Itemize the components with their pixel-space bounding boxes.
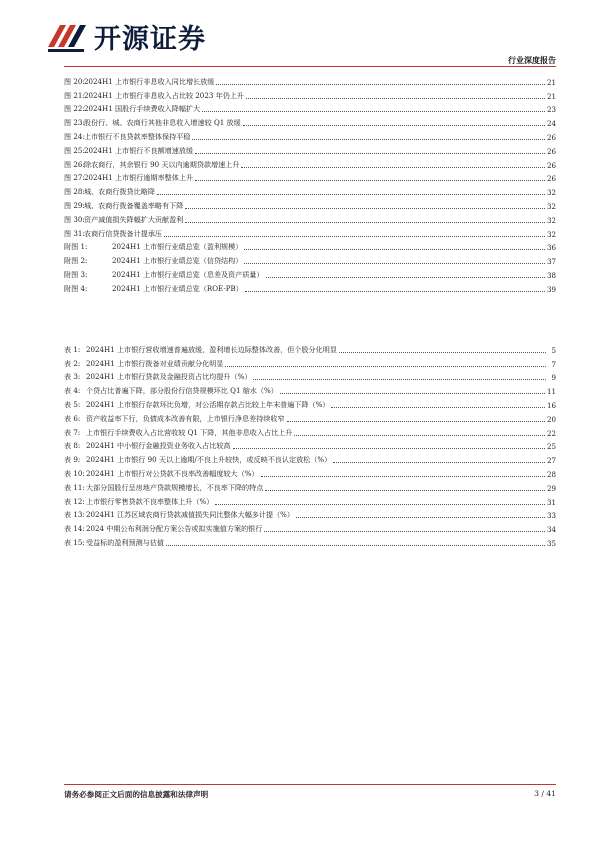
entry-label: 表 14: [64, 524, 85, 534]
figure-entry[interactable] [64, 142, 556, 156]
entry-title: 2024H1 上市银行存款环比负增，对公活期存款占比较上年末普遍下降（%） [86, 399, 330, 409]
entry-label: 图 25: [64, 145, 85, 155]
entry-label: 表 7: [64, 427, 81, 437]
entry-page-number: 9 [551, 373, 556, 383]
entry-page-number: 38 [546, 270, 556, 280]
entry-label: 表 12: [64, 496, 85, 506]
dot-leader [216, 84, 545, 85]
table-entry[interactable] [64, 396, 556, 410]
entry-page-number: 34 [546, 525, 556, 535]
dot-leader [225, 366, 546, 367]
company-logo [44, 17, 206, 55]
dot-leader [164, 236, 545, 237]
entry-title: 股份行、城、农商行其他非息收入增速较 Q1 放缓 [84, 118, 241, 128]
figure-entry[interactable] [64, 73, 556, 87]
entry-title: 2024H1 上市银行贷款及金融投资占比均提升（%） [86, 372, 252, 382]
page-header [0, 0, 595, 68]
entry-page-number: 23 [546, 105, 556, 115]
footer-disclaimer: 请务必参阅正文后面的信息披露和法律声明 [64, 790, 209, 799]
entry-title: 2024H1 上市银行营收增速普遍放缓，盈利增长边际整体改善，但个股分化明显 [86, 344, 337, 354]
dot-leader [287, 421, 545, 422]
dot-leader [253, 379, 546, 380]
entry-title: 2024H1 上市银行非息收入同比增长放缓 [84, 76, 215, 86]
entry-title: 2024H1 江苏区域农商行贷款减值损失同比整体大幅多计提（%） [86, 510, 294, 520]
entry-page-number: 26 [546, 146, 556, 156]
entry-label: 图 28: [64, 187, 85, 197]
entry-label: 图 31: [64, 228, 85, 238]
entry-title: 资产减值损失降幅扩大贡献盈利 [84, 214, 184, 224]
logo-text: 开源证券 [94, 23, 206, 55]
entry-label: 图 21: [64, 90, 85, 100]
entry-label: 图 24: [64, 131, 85, 141]
dot-leader [243, 125, 545, 126]
entry-label: 表 1: [64, 344, 81, 354]
entry-label: 表 4: [64, 386, 81, 396]
entry-label: 表 9: [64, 455, 81, 465]
entry-label: 图 22: [64, 104, 85, 114]
table-entry[interactable] [64, 438, 556, 452]
dot-leader [246, 98, 545, 99]
entry-page-number: 16 [546, 400, 556, 410]
dot-leader [157, 194, 545, 195]
table-entry[interactable] [64, 341, 556, 355]
figure-entry[interactable] [64, 252, 556, 266]
entry-title: 2024H1 上市银行不良额增速放缓 [84, 145, 194, 155]
table-entry[interactable] [64, 355, 556, 369]
dot-leader [339, 352, 546, 353]
entry-title: 城、农商行拨备覆盖率略有下降 [84, 200, 184, 210]
dot-leader [296, 517, 545, 518]
entry-title: 受益标的盈利预测与估值 [86, 537, 165, 547]
entry-page-number: 26 [546, 174, 556, 184]
dot-leader [294, 435, 545, 436]
dot-leader [233, 448, 545, 449]
entry-page-number: 27 [546, 456, 556, 466]
entry-page-number: 39 [546, 284, 556, 294]
dot-leader [245, 291, 545, 292]
entry-title: 2024H1 上市银行业绩总览（盈利规模） [112, 242, 243, 252]
dot-leader [166, 545, 545, 546]
entry-title: 2024H1 上市银行业绩总览（信贷结构） [112, 256, 243, 266]
entry-page-number: 21 [546, 91, 556, 101]
figure-index [64, 73, 556, 294]
report-type-label: 行业深度报告 [508, 56, 556, 65]
entry-title: 2024H1 中小银行金融投资业务收入占比较高 [86, 441, 231, 451]
entry-page-number: 32 [546, 229, 556, 239]
dot-leader [195, 153, 545, 154]
entry-title: 2024H1 上市银行拨备对业绩贡献分化明显 [86, 358, 224, 368]
dot-leader [241, 167, 545, 168]
entry-label: 表 10: [64, 468, 85, 478]
dot-leader [331, 407, 545, 408]
dot-leader [265, 490, 545, 491]
entry-title: 城、农商行拨贷比略降 [84, 187, 155, 197]
entry-title: 上市银行不良贷款率整体保持平稳 [84, 131, 191, 141]
entry-title: 2024H1 上市银行非息收入占比较 2023 年仍上升 [84, 90, 244, 100]
page-number: 3 / 41 [534, 789, 556, 798]
figure-entry[interactable] [64, 239, 556, 253]
entry-page-number: 28 [546, 469, 556, 479]
entry-label: 图 23: [64, 118, 85, 128]
entry-label: 图 29: [64, 200, 85, 210]
entry-page-number: 37 [546, 257, 556, 267]
dot-leader [333, 462, 545, 463]
entry-title: 2024H1 上市银行 90 天以上逾期/不良上升较快，或反映不良认定放松（%） [86, 455, 332, 465]
entry-title: 大部分国股行呈房地产贷款规模增长，不良率下降的特点 [86, 482, 264, 492]
entry-page-number: 20 [546, 414, 556, 424]
entry-title: 2024H1 上市银行业绩总览（ROE-PB） [112, 283, 243, 293]
entry-page-number: 26 [546, 160, 556, 170]
entry-title: 2024H1 国股行手续费收入降幅扩大 [84, 104, 201, 114]
figure-entry[interactable] [64, 128, 556, 142]
entry-label: 表 11: [64, 482, 85, 492]
entry-title: 2024H1 上市银行逾期率整体上升 [84, 173, 194, 183]
figure-entry[interactable] [64, 211, 556, 225]
entry-title: 2024H1 上市银行对公贷款不良率改善幅度较大（%） [86, 468, 259, 478]
table-entry[interactable] [64, 424, 556, 438]
kaiyuan-logo-icon [44, 17, 88, 55]
figure-entry[interactable] [64, 266, 556, 280]
entry-label: 附图 2: [64, 256, 88, 266]
header-divider [64, 66, 556, 67]
entry-label: 表 15: [64, 537, 85, 547]
dot-leader [261, 476, 545, 477]
dot-leader [185, 222, 545, 223]
entry-page-number: 24 [546, 119, 556, 129]
entry-label: 图 20: [64, 76, 85, 86]
table-entry[interactable] [64, 465, 556, 479]
entry-title: 上市银行手续费收入占比营收较 Q1 下降，其他非息收入占比上升 [86, 427, 293, 437]
entry-title: 资产收益率下行，负债成本改善有限，上市银行净息差持续收窄 [86, 413, 285, 423]
entry-page-number: 32 [546, 201, 556, 211]
entry-label: 附图 4: [64, 283, 88, 293]
table-entry[interactable] [64, 479, 556, 493]
dot-leader [185, 208, 545, 209]
entry-title: 2024H1 上市银行业绩总览（息差及资产质量） [112, 269, 264, 279]
figure-entry[interactable] [64, 156, 556, 170]
entry-page-number: 32 [546, 188, 556, 198]
dot-leader [202, 111, 545, 112]
entry-page-number: 21 [546, 77, 556, 87]
table-entry[interactable] [64, 493, 556, 507]
table-entry[interactable] [64, 534, 556, 548]
dot-leader [192, 139, 545, 140]
entry-page-number: 11 [546, 387, 556, 397]
dot-leader [280, 393, 545, 394]
entry-label: 图 26: [64, 159, 85, 169]
table-entry[interactable] [64, 410, 556, 424]
entry-page-number: 33 [546, 511, 556, 521]
figure-entry[interactable] [64, 197, 556, 211]
footer-divider [64, 784, 556, 785]
entry-page-number: 5 [551, 345, 556, 355]
table-entry[interactable] [64, 369, 556, 383]
figure-entry[interactable] [64, 101, 556, 115]
table-entry[interactable] [64, 507, 556, 521]
entry-label: 图 30: [64, 214, 85, 224]
entry-page-number: 22 [546, 428, 556, 438]
table-index [64, 341, 556, 548]
entry-title: 上市银行零售贷款不良率整体上升（%） [86, 496, 214, 506]
figure-entry[interactable] [64, 87, 556, 101]
entry-page-number: 29 [546, 483, 556, 493]
entry-page-number: 36 [546, 243, 556, 253]
dot-leader [244, 249, 545, 250]
entry-label: 图 27: [64, 173, 85, 183]
entry-label: 表 3: [64, 372, 81, 382]
entry-page-number: 35 [546, 538, 556, 548]
dot-leader [215, 504, 545, 505]
entry-label: 表 13: [64, 510, 85, 520]
entry-label: 附图 3: [64, 269, 88, 279]
entry-label: 表 5: [64, 399, 81, 409]
entry-page-number: 31 [546, 497, 556, 507]
entry-page-number: 26 [546, 132, 556, 142]
entry-page-number: 32 [546, 215, 556, 225]
entry-title: 除农商行，其余银行 90 天以内逾期贷款增速上升 [84, 159, 240, 169]
entry-label: 表 8: [64, 441, 81, 451]
entry-title: 个贷占比普遍下降，部分股份行信贷规模环比 Q1 缩水（%） [86, 386, 278, 396]
entry-label: 表 6: [64, 413, 81, 423]
table-entry[interactable] [64, 382, 556, 396]
entry-title: 2024 中期公布利润分配方案公告或拟实施值方案的银行 [86, 524, 263, 534]
table-entry[interactable] [64, 520, 556, 534]
entry-label: 附图 1: [64, 242, 88, 252]
figure-entry[interactable] [64, 170, 556, 184]
entry-page-number: 25 [546, 442, 556, 452]
dot-leader [195, 180, 545, 181]
figure-entry[interactable] [64, 183, 556, 197]
figure-entry[interactable] [64, 280, 556, 294]
figure-entry[interactable] [64, 225, 556, 239]
dot-leader [266, 277, 545, 278]
entry-title: 农商行信贷拨备计提承压 [84, 228, 163, 238]
figure-entry[interactable] [64, 114, 556, 128]
entry-page-number: 7 [551, 359, 556, 369]
table-entry[interactable] [64, 451, 556, 465]
entry-label: 表 2: [64, 358, 81, 368]
dot-leader [244, 263, 545, 264]
dot-leader [264, 531, 545, 532]
